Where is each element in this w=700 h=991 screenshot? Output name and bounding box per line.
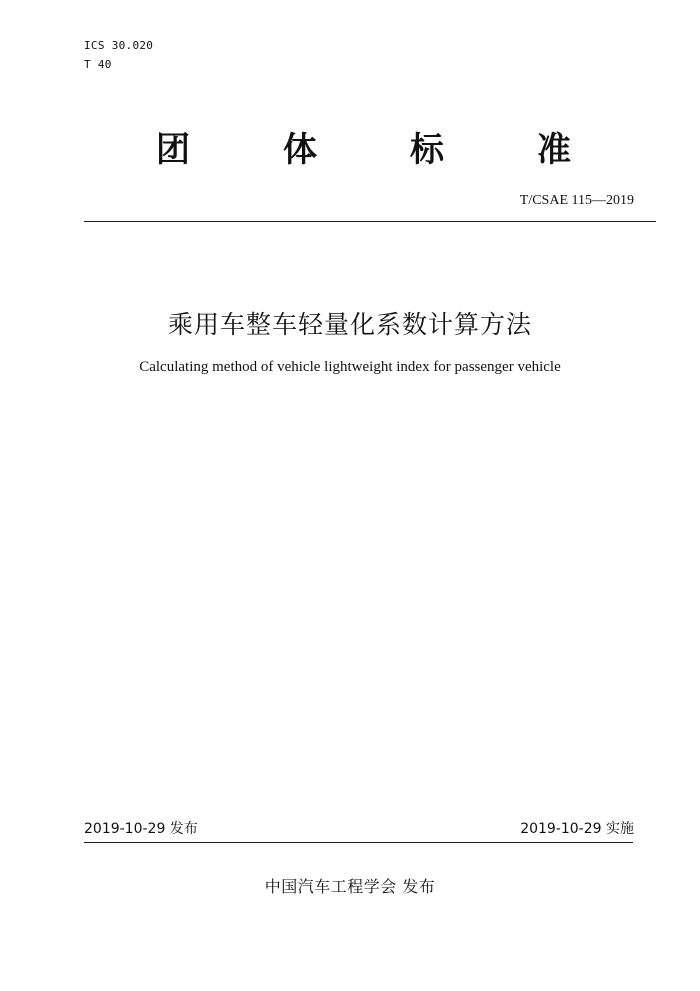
ics-code: ICS 30.020 [84, 39, 154, 52]
implementation-date: 2019-10-29 实施 [520, 821, 634, 837]
title-chinese: 乘用车整车轻量化系数计算方法 [167, 310, 532, 339]
title-english: Calculating method of vehicle lightweight index for passenger vehicle [139, 359, 561, 375]
top-divider [84, 221, 656, 222]
standard-type-char: 团 [156, 130, 190, 170]
standard-type-heading [140, 128, 600, 176]
issue-date: 2019-10-29 发布 [84, 821, 198, 837]
publisher: 中国汽车工程学会 发布 [264, 877, 436, 896]
standard-type-char: 体 [283, 130, 317, 170]
standard-type-char: 准 [537, 130, 571, 170]
ccs-code: T 40 [84, 58, 112, 71]
classification-codes [84, 36, 153, 74]
standard-type-char: 标 [410, 130, 444, 170]
standard-number: T/CSAE 115—2019 [519, 193, 634, 208]
bottom-divider [84, 842, 633, 843]
